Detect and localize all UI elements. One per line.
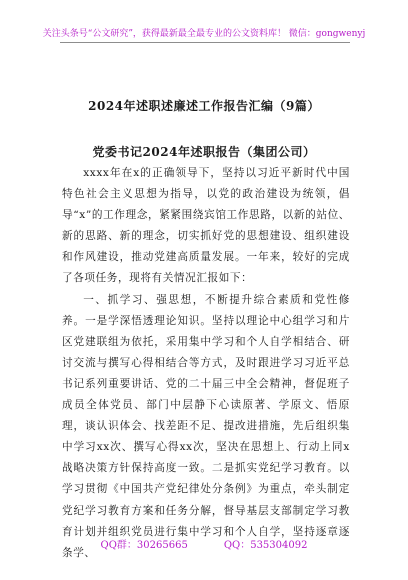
body-paragraph-study: 一、抓学习、强思想，不断提升综合素质和党性修养。一是学深悟透理论知识。坚持以理论中心组学习和片区党建联组为依托，采用集中学习和个人自学相结合、研讨交流与撰写心得相结合等方式，及时跟进学习习近平总书记系列重要讲话、党的二十届三中全会精神，督促班子成员全体党员、部门中层静下心读原著、学原文、悟原理，谈认识体会、找差距不足、提改进措施，先后组织集中学习xx次、撰写心得xx次，坚决在思想上、行动上同x战略决策方针保持高度一致。二是抓实党纪学习教育。以学习贯彻《中国共产党纪律处分条例》为重点，牵头制定党纪学习教育方案和任务分解，督导基层支部制定学习教育计划并组织党员进行集中学习和个人自学，坚持逐章逐条学、 xyxy=(62,293,350,559)
header-banner: 关注头条号“公文研究”，获得最新最全最专业的公文资料库！ 微信：gongwenyj xyxy=(42,29,366,39)
body-paragraph-intro: xxxx年在x的正确领导下，坚持以习近平新时代中国特色社会主义思想为指导，以党的政治建设为统领，倡导“x”的工作理念，紧紧围绕宾馆工作思路，以新的站位、新的思路、新的理念，切实抓好党的思想建设、组织建设和作风建设，推动党建高质量发展。一年来，较好的完成了各项任务，现将有关情况汇报如下： xyxy=(62,167,350,285)
footer-contact xyxy=(0,536,408,551)
footer-qq-group: QQ群：30265665 xyxy=(100,540,188,551)
document-body xyxy=(62,163,350,564)
document-title: 2024年述职述廉述工作报告汇编（9篇） xyxy=(88,99,320,113)
header-divider xyxy=(60,42,350,43)
section-title: 党委书记2024年述职报告（集团公司） xyxy=(92,145,316,159)
footer-qq-number: QQ：535304092 xyxy=(223,540,308,551)
